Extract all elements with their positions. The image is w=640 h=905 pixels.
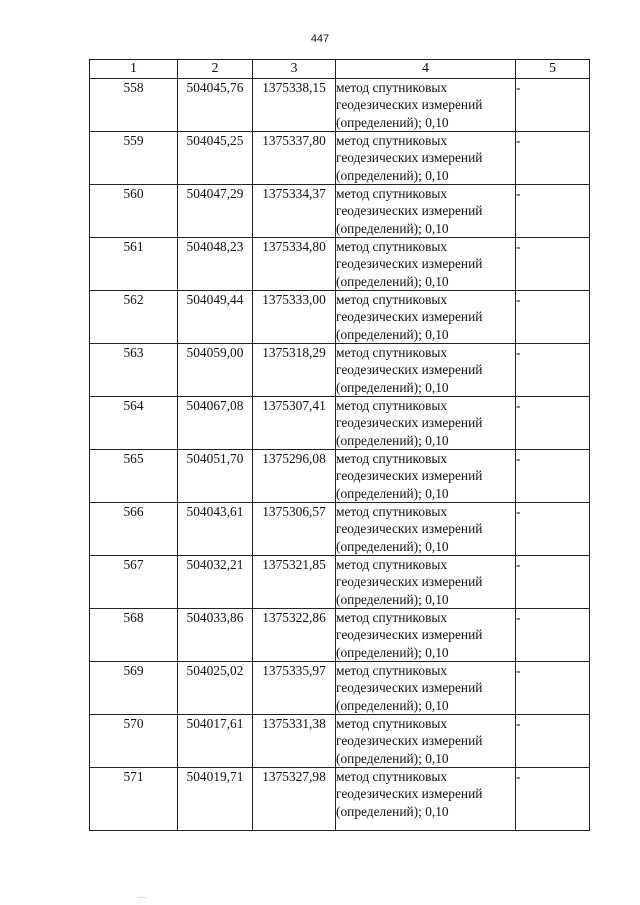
point-number-cell: 560 [90,185,178,238]
x-coordinate-cell: 504025,02 [178,662,253,715]
column-5-cell: - [516,662,590,715]
x-coordinate-cell: 504059,00 [178,344,253,397]
table-body [90,79,590,831]
point-number-cell: 563 [90,344,178,397]
method-line: геодезических измерений [336,256,483,272]
method-line: (определений); 0,10 [336,538,449,554]
method-line: геодезических измерений [336,150,483,166]
table-row [90,291,590,344]
method-cell [336,344,516,397]
method-line: геодезических измерений [336,97,483,113]
column-header-5: 5 [516,60,590,79]
point-number-cell: 567 [90,556,178,609]
x-coordinate-cell: 504047,29 [178,185,253,238]
method-line: метод спутниковых [336,239,448,254]
method-line: (определений); 0,10 [336,273,449,289]
y-coordinate-cell: 1375322,86 [253,609,336,662]
point-number-cell: 562 [90,291,178,344]
method-cell [336,450,516,503]
column-header-1: 1 [90,60,178,79]
x-coordinate-cell: 504033,86 [178,609,253,662]
method-line: метод спутниковых [336,716,448,731]
method-line: геодезических измерений [336,574,483,590]
method-line: (определений); 0,10 [336,114,449,130]
point-number-cell: 569 [90,662,178,715]
method-line: метод спутниковых [336,663,448,678]
point-number-cell: 559 [90,132,178,185]
method-line: геодезических измерений [336,203,483,219]
y-coordinate-cell: 1375307,41 [253,397,336,450]
point-number-cell: 566 [90,503,178,556]
y-coordinate-cell: 1375335,97 [253,662,336,715]
x-coordinate-cell: 504017,61 [178,715,253,768]
column-5-cell: - [516,238,590,291]
column-header-2: 2 [178,60,253,79]
x-coordinate-cell: 504019,71 [178,768,253,831]
x-coordinate-cell: 504043,61 [178,503,253,556]
table-row [90,132,590,185]
x-coordinate-cell: 504045,25 [178,132,253,185]
y-coordinate-cell: 1375296,08 [253,450,336,503]
x-coordinate-cell: 504067,08 [178,397,253,450]
x-coordinate-cell: 504049,44 [178,291,253,344]
table-row [90,79,590,132]
method-line: (определений); 0,10 [336,220,449,236]
method-line: метод спутниковых [336,345,448,360]
x-coordinate-cell: 504048,23 [178,238,253,291]
column-5-cell: - [516,344,590,397]
method-line: метод спутниковых [336,504,448,519]
method-cell [336,291,516,344]
y-coordinate-cell: 1375337,80 [253,132,336,185]
method-line: геодезических измерений [336,521,483,537]
method-line: (определений); 0,10 [336,326,449,342]
method-line: метод спутниковых [336,186,448,201]
column-5-cell: - [516,556,590,609]
method-cell [336,715,516,768]
column-5-cell: - [516,397,590,450]
method-cell [336,238,516,291]
method-line: (определений); 0,10 [336,167,449,183]
y-coordinate-cell: 1375321,85 [253,556,336,609]
y-coordinate-cell: 1375334,37 [253,185,336,238]
y-coordinate-cell: 1375338,15 [253,79,336,132]
table-row [90,344,590,397]
y-coordinate-cell: 1375331,38 [253,715,336,768]
column-5-cell: - [516,503,590,556]
column-5-cell: - [516,450,590,503]
method-line: (определений); 0,10 [336,591,449,607]
y-coordinate-cell: 1375306,57 [253,503,336,556]
method-line: метод спутниковых [336,557,448,572]
method-cell [336,132,516,185]
method-line: геодезических измерений [336,627,483,643]
x-coordinate-cell: 504045,76 [178,79,253,132]
method-cell [336,609,516,662]
table-row [90,185,590,238]
coordinates-table [89,59,590,831]
column-header-4: 4 [336,60,516,79]
method-cell [336,397,516,450]
column-5-cell: - [516,715,590,768]
point-number-cell: 558 [90,79,178,132]
point-number-cell: 564 [90,397,178,450]
method-line: геодезических измерений [336,733,483,749]
method-line: метод спутниковых [336,80,448,95]
method-line: геодезических измерений [336,468,483,484]
table-header-row [90,60,590,79]
method-line: (определений); 0,10 [336,803,449,819]
footer-mark: — [138,893,146,902]
point-number-cell: 568 [90,609,178,662]
method-cell [336,768,516,831]
table-row [90,715,590,768]
x-coordinate-cell: 504032,21 [178,556,253,609]
column-5-cell: - [516,132,590,185]
point-number-cell: 561 [90,238,178,291]
y-coordinate-cell: 1375334,80 [253,238,336,291]
point-number-cell: 570 [90,715,178,768]
table-row [90,503,590,556]
column-5-cell: - [516,291,590,344]
method-line: геодезических измерений [336,415,483,431]
column-5-cell: - [516,768,590,831]
method-cell [336,662,516,715]
table-row [90,662,590,715]
method-line: геодезических измерений [336,309,483,325]
column-5-cell: - [516,79,590,132]
table-row [90,556,590,609]
method-cell [336,185,516,238]
table-row [90,609,590,662]
method-line: (определений); 0,10 [336,432,449,448]
method-line: метод спутниковых [336,451,448,466]
method-line: (определений); 0,10 [336,697,449,713]
method-line: метод спутниковых [336,610,448,625]
table-row [90,768,590,831]
method-line: метод спутниковых [336,133,448,148]
method-cell [336,503,516,556]
y-coordinate-cell: 1375327,98 [253,768,336,831]
method-line: (определений); 0,10 [336,644,449,660]
point-number-cell: 565 [90,450,178,503]
method-cell [336,79,516,132]
method-line: метод спутниковых [336,398,448,413]
x-coordinate-cell: 504051,70 [178,450,253,503]
method-line: геодезических измерений [336,786,483,802]
table-row [90,238,590,291]
method-line: геодезических измерений [336,680,483,696]
method-line: метод спутниковых [336,769,448,784]
table-row [90,450,590,503]
y-coordinate-cell: 1375333,00 [253,291,336,344]
column-5-cell: - [516,609,590,662]
y-coordinate-cell: 1375318,29 [253,344,336,397]
method-line: метод спутниковых [336,292,448,307]
column-5-cell: - [516,185,590,238]
method-cell [336,556,516,609]
method-line: (определений); 0,10 [336,750,449,766]
method-line: (определений); 0,10 [336,485,449,501]
point-number-cell: 571 [90,768,178,831]
method-line: (определений); 0,10 [336,379,449,395]
column-header-3: 3 [253,60,336,79]
method-line: геодезических измерений [336,362,483,378]
page-number: 447 [310,33,330,45]
table-row [90,397,590,450]
